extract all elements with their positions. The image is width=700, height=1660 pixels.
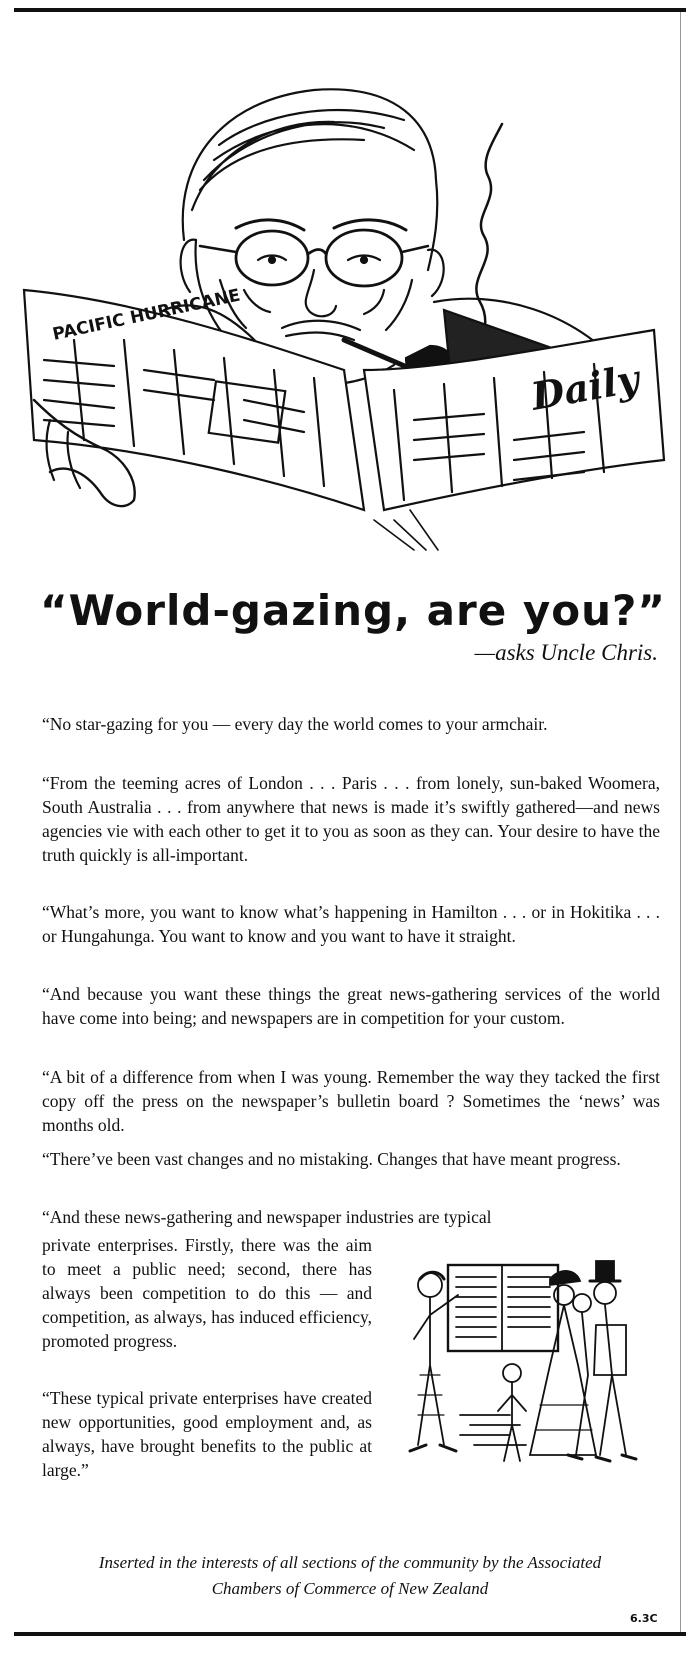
top-rule (14, 8, 686, 12)
body-paragraph-6: “There’ve been vast changes and no mistaking. Changes that have meant progress. (42, 1149, 621, 1169)
body-paragraph-5: “A bit of a difference from when I was young. Remember the way they tacked the first copy off the press on the newspaper’s bulletin board ? Sometimes the ‘news’ was months old. (42, 1067, 660, 1135)
bulletin-board-illustration (400, 1255, 670, 1485)
byline: —asks Uncle Chris. (474, 640, 658, 665)
ad-code: 6.3C (630, 1612, 658, 1625)
footer-credit (30, 1550, 670, 1602)
uncle-chris-illustration (14, 40, 684, 555)
body-paragraph-2: “From the teeming acres of London . . . Paris . . . from lonely, sun-baked Woomera, South Australia . . . from anywhere that news is made it’s swiftly gathered—and news agencies vie with each other to get it to you as soon as they can. Your desire to have the truth quickly is all-important. (42, 773, 660, 865)
newspaper-left-masthead: PACIFIC HURRICANE (50, 285, 243, 345)
headline: “World-gazing, are you?” (40, 586, 666, 635)
bottom-rule (14, 1632, 686, 1636)
body-paragraph-3: “What’s more, you want to know what’s happening in Hamilton . . . or in Hokitika . . . or Hungahunga. You want to know and you want to have it straight. (42, 902, 660, 946)
newspaper-right-masthead: Daily (527, 355, 643, 419)
body-paragraph-4: “And because you want these things the great news-gathering services of the world have come into being; and newspapers are in competition for your custom. (42, 984, 660, 1028)
body-paragraph-8: “These typical private enterprises have created new opportunities, good employment and, as always, have brought benefits to the public at large.” (42, 1388, 372, 1480)
body-paragraph-7-lead: “And these news-gathering and newspaper industries are typical (42, 1207, 492, 1227)
body-paragraph-7-continued: private enterprises. Firstly, there was the aim to meet a public need; second, there has always been competition to do this — and competition, as always, has induced efficiency, promoted progress. (42, 1235, 372, 1351)
footer-line-1: Inserted in the interests of all sections of the community by the Associated (98, 1553, 602, 1572)
body-paragraph-1: “No star-gazing for you — every day the world comes to your armchair. (42, 714, 548, 734)
footer-line-2: Chambers of Commerce of New Zealand (211, 1579, 489, 1598)
